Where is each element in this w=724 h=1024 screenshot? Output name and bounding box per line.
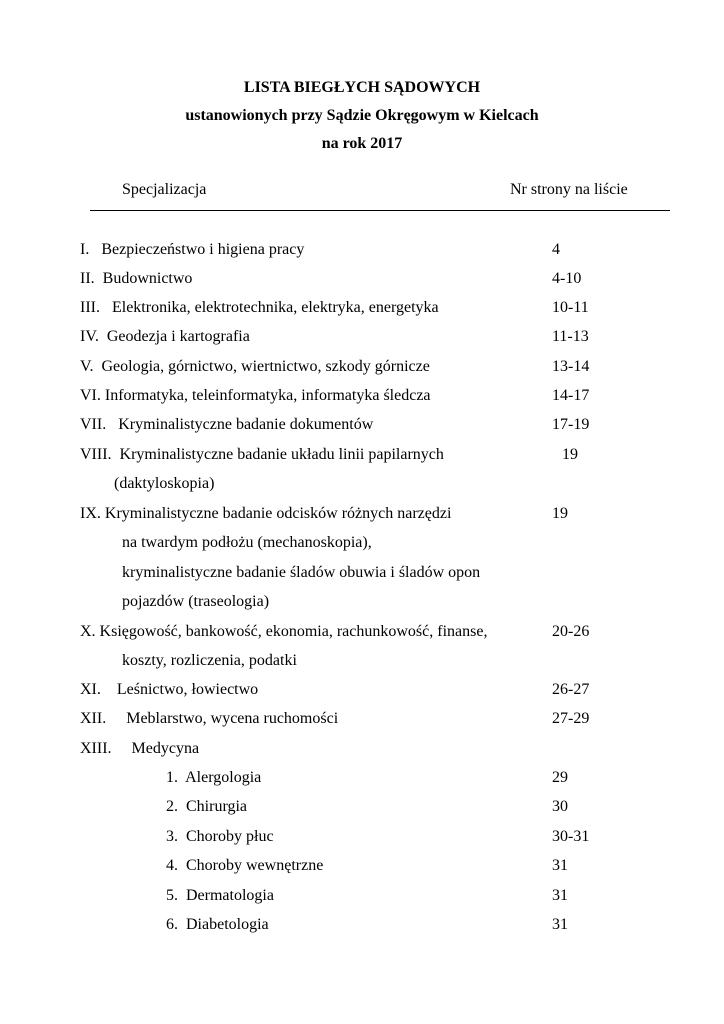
- entry-label: 1. Alergologia: [166, 769, 262, 786]
- list-item: [0, 886, 724, 910]
- entry-label: II. Budownictwo: [80, 270, 193, 287]
- entry-label: 4. Choroby wewnętrzne: [166, 857, 324, 874]
- entry-pages: 31: [552, 916, 568, 933]
- list-item: [0, 680, 724, 704]
- entry-pages: 11-13: [552, 328, 589, 345]
- entry-pages: 30-31: [552, 828, 590, 845]
- entry-label: III. Elektronika, elektrotechnika, elektryka, energetyka: [80, 299, 439, 316]
- entry-pages: 31: [552, 857, 568, 874]
- entry-label: 5. Dermatologia: [166, 887, 274, 904]
- entry-pages: 19: [562, 446, 578, 463]
- entry-pages: 20-26: [552, 623, 590, 640]
- entry-pages: 19: [552, 505, 568, 522]
- list-item: [0, 269, 724, 293]
- entry-label: 2. Chirurgia: [166, 798, 248, 815]
- list-item: [0, 415, 724, 439]
- list-item: [0, 474, 724, 498]
- entry-label: kryminalistyczne badanie śladów obuwia i śladów opon: [122, 564, 481, 581]
- list-item: [0, 533, 724, 557]
- entry-label: VII. Kryminalistyczne badanie dokumentów: [80, 416, 374, 433]
- document-title: LISTA BIEGŁYCH SĄDOWYCH: [243, 79, 481, 96]
- entry-label: koszty, rozliczenia, podatki: [122, 652, 297, 669]
- entry-pages: 4-10: [552, 270, 582, 287]
- list-item: [0, 327, 724, 351]
- list-item: [0, 739, 724, 763]
- entry-pages: 31: [552, 887, 568, 904]
- entry-pages: 30: [552, 798, 568, 815]
- entry-pages: 29: [552, 769, 568, 786]
- entry-pages: 10-11: [552, 299, 589, 316]
- entry-label: 3. Choroby płuc: [166, 828, 274, 845]
- column-header-specialization: Specjalizacja: [122, 181, 207, 198]
- entry-label: (daktyloskopia): [114, 475, 215, 492]
- list-item: [0, 563, 724, 587]
- list-item: [0, 240, 724, 264]
- entry-label: pojazdów (traseologia): [122, 593, 270, 610]
- list-item: [0, 856, 724, 880]
- entry-pages: 27-29: [552, 710, 590, 727]
- entry-label: V. Geologia, górnictwo, wiertnictwo, szkody górnicze: [80, 358, 430, 375]
- list-item: [0, 504, 724, 528]
- list-item: [0, 709, 724, 733]
- entry-label: XI. Leśnictwo, łowiectwo: [80, 681, 259, 698]
- entry-label: XII. Meblarstwo, wycena ruchomości: [80, 710, 339, 727]
- list-item: [0, 827, 724, 851]
- entry-pages: 13-14: [552, 358, 590, 375]
- list-item: [0, 915, 724, 939]
- entry-label: XIII. Medycyna: [80, 740, 200, 757]
- entry-label: I. Bezpieczeństwo i higiena pracy: [80, 241, 305, 258]
- entry-label: na twardym podłożu (mechanoskopia),: [122, 534, 372, 551]
- list-item: [0, 768, 724, 792]
- document-year: na rok 2017: [321, 135, 403, 152]
- document-subtitle: ustanowionych przy Sądzie Okręgowym w Kielcach: [185, 107, 539, 124]
- entry-pages: 26-27: [552, 681, 590, 698]
- entry-label: 6. Diabetologia: [166, 916, 269, 933]
- list-item: [0, 445, 724, 469]
- list-item: [0, 357, 724, 381]
- list-item: [0, 651, 724, 675]
- list-item: [0, 797, 724, 821]
- entry-label: IX. Kryminalistyczne badanie odcisków różnych narzędzi: [80, 505, 452, 522]
- column-header-pages: Nr strony na liście: [510, 181, 628, 198]
- list-item: [0, 592, 724, 616]
- entry-pages: 17-19: [552, 416, 590, 433]
- entry-label: X. Księgowość, bankowość, ekonomia, rachunkowość, finanse,: [80, 623, 488, 640]
- list-item: [0, 386, 724, 410]
- entry-pages: 4: [552, 241, 560, 258]
- entry-label: VIII. Kryminalistyczne badanie układu linii papilarnych: [80, 446, 444, 463]
- header-divider: [90, 210, 670, 211]
- entry-pages: 14-17: [552, 387, 590, 404]
- entry-label: VI. Informatyka, teleinformatyka, informatyka śledcza: [80, 387, 431, 404]
- list-item: [0, 622, 724, 646]
- entry-label: IV. Geodezja i kartografia: [80, 328, 250, 345]
- list-item: [0, 298, 724, 322]
